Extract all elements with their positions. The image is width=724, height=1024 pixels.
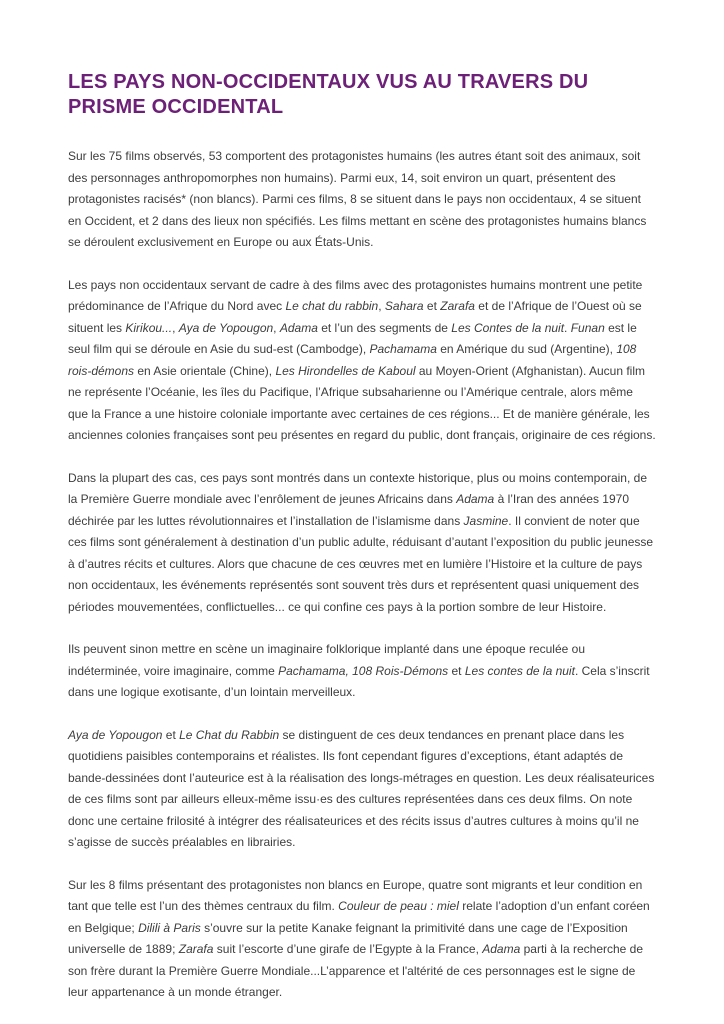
film-title-text: Zarafa <box>178 942 214 956</box>
body-text: et l’un des segments de <box>317 320 452 335</box>
body-text: Sur les 8 films présentant des protagonistes non blancs en Europe, quatre sont migrants et leur condition en tant que telle est l’un des thèmes centraux du film. <box>68 877 643 913</box>
film-title-text: Adama <box>482 942 521 956</box>
body-text: . Il convient de noter que ces films sont généralement à destination d’un public adulte, réduisant d’autant l’exposition du public jeunesse à d’autres récits et cultures. Alors que chacune de ces œuvres met en lumière l’Histoire et la culture de pays non occidentaux, les événements représentés sont souvent très durs et représentent quasi uniquement des périodes mouvementées, conflictuelles... ce qui confine ces pays à la portion sombre de leur Histoire. <box>68 513 654 614</box>
body-text: et <box>448 663 465 678</box>
film-title-text: Adama <box>456 492 495 506</box>
film-title-text: Couleur de peau : miel <box>338 899 459 913</box>
body-text: . Cela s’inscrit dans une logique exotisante, d’un lointain merveilleux. <box>68 663 650 699</box>
page-title: LES PAYS NON-OCCIDENTAUX VUS AU TRAVERS DU PRISME OCCIDENTAL <box>68 71 589 118</box>
paragraph <box>68 468 656 619</box>
body-text: et <box>423 299 441 313</box>
body-text: . <box>564 320 571 335</box>
body-text: est le seul film qui se déroule en Asie du sud-est (Cambodge), <box>68 320 637 356</box>
film-title-text: Jasmine <box>463 513 509 528</box>
paragraph <box>68 146 656 254</box>
body-text: en Amérique du sud (Argentine), <box>436 342 617 356</box>
body-text: Les pays non occidentaux servant de cadre à des films avec des protagonistes humains montrent une petite prédominance de l’Afrique du Nord avec <box>68 277 643 313</box>
body-text: à l’Iran des années 1970 déchirée par les luttes révolutionnaires et l’installation de l’islamisme dans <box>68 492 629 528</box>
paragraph <box>68 275 656 447</box>
film-title-text: Le Chat du Rabbin <box>179 727 280 742</box>
film-title-text: Les Hirondelles de Kaboul <box>275 363 416 378</box>
film-title-text: Kirikou... <box>125 320 173 335</box>
film-title-text: Aya de Yopougon <box>68 727 163 742</box>
film-title-text: Les Contes de la nuit <box>451 320 565 335</box>
body-text: , <box>273 320 280 335</box>
film-title-text: Pachamama, 108 Rois-Démons <box>278 663 449 678</box>
body-text: , <box>378 299 385 313</box>
body-text: en Asie orientale (Chine), <box>134 363 276 378</box>
paragraph <box>68 875 656 1004</box>
body-text: Sur les 75 films observés, 53 comportent des protagonistes humains (les autres étant soit des animaux, soit des personnages anthropomorphes non humains). Parmi eux, 14, soit environ un quart, présentent des protagonistes racisés* (non blancs). Parmi ces films, 8 se situent dans le pays non occidentaux, 4 se situent en Occident, et 2 dans des lieux non spécifiés. Les films mettant en scène des protagonistes humains blancs se déroulent exclusivement en Europe ou aux États-Unis. <box>68 149 647 249</box>
paragraph <box>68 639 656 704</box>
film-title-text: Aya de Yopougon <box>178 320 274 335</box>
body-text: Dans la plupart des cas, ces pays sont montrés dans un contexte historique, plus ou moins contemporain, de la Première Guerre mondiale avec l’enrôlement de jeunes Africains dans <box>68 470 647 506</box>
body-text: Ils peuvent sinon mettre en scène un imaginaire folklorique implanté dans une époque reculée ou indéterminée, voire imaginaire, comme <box>68 642 585 678</box>
film-title-text: Les contes de la nuit <box>464 663 575 678</box>
article-body <box>68 146 656 1004</box>
film-title-text: Adama <box>279 320 318 335</box>
film-title-text: Pachamama <box>369 342 437 356</box>
film-title-text: Sahara <box>384 299 424 313</box>
film-title-text: Zarafa <box>440 299 475 313</box>
body-text: et <box>162 727 180 742</box>
body-text: , <box>172 320 179 335</box>
paragraph <box>68 725 656 854</box>
body-text: relate l’adoption d’un enfant coréen en Belgique; <box>68 899 650 935</box>
body-text: s’ouvre sur la petite Kanake feignant la primitivité dans une cage de l’Exposition universelle de 1889; <box>68 920 628 956</box>
body-text: suit l’escorte d’une girafe de l’Egypte à la France, <box>213 942 483 956</box>
body-text: se distinguent de ces deux tendances en prenant place dans les quotidiens paisibles contemporains et réalistes. Ils font cependant figures d’exceptions, étant adaptés de bande-dessinées dont l’auteurice est à la réalisation des longs-métrages en question. Les deux réalisateurices de ces films sont par ailleurs elleux-même issu·es des cultures représentées dans ces deux films. On note donc une certaine frilosité à intégrer des réalisateurices et des récits issus d’autres cultures à moins qu’il ne s’agisse de succès préalables en librairies. <box>68 727 655 849</box>
body-text: et de l’Afrique de l’Ouest où se situent les <box>68 299 642 335</box>
film-title-text: Funan <box>570 320 605 335</box>
film-title-text: 108 rois-démons <box>68 342 637 378</box>
body-text: au Moyen-Orient (Afghanistan). Aucun film ne représente l’Océanie, les îles du Pacifique, l’Afrique subsaharienne ou l’Amérique centrale, alors même que la France a une histoire coloniale importante avec certaines de ces régions... Et de manière générale, les anciennes colonies françaises sont peu présentes en regard du public, dont français, originaire de ces régions. <box>68 363 656 442</box>
film-title-text: Dilili à Paris <box>138 920 201 935</box>
film-title-text: Le chat du rabbin <box>285 299 379 313</box>
body-text: parti à la recherche de son frère durant la Première Guerre Mondiale...L’apparence et l'altérité de ces personnages est le signe de leur appartenance à un monde étranger. <box>68 942 644 999</box>
